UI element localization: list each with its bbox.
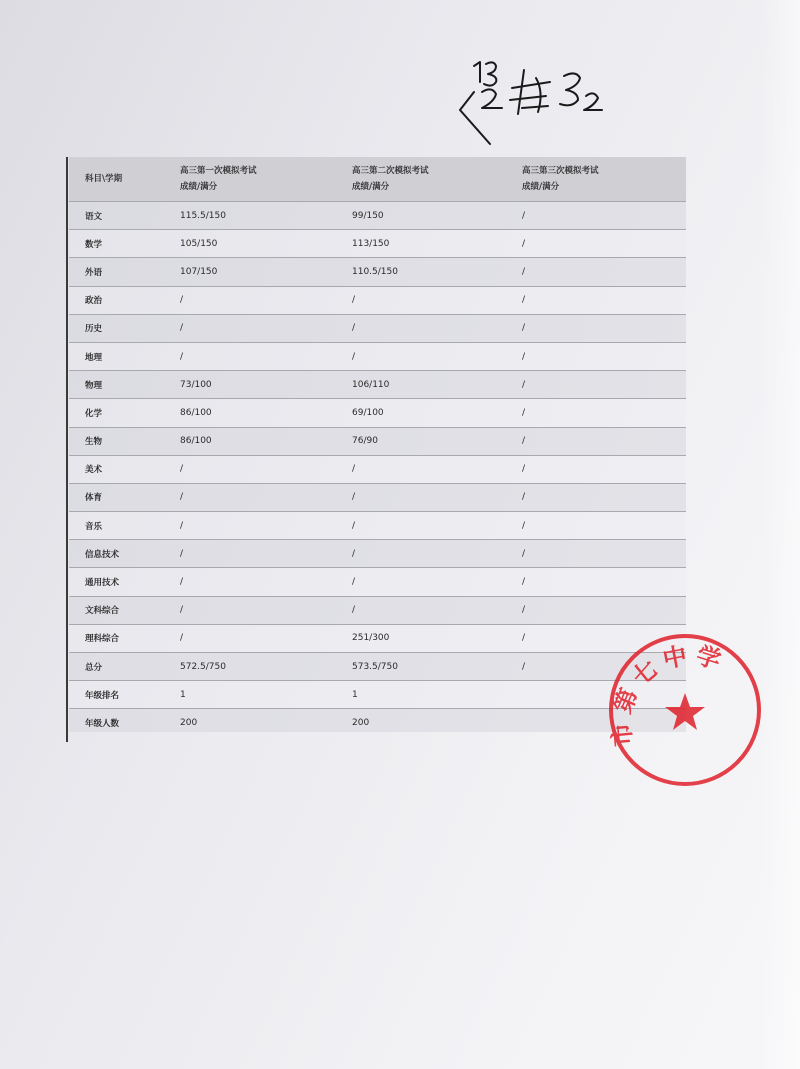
exam3-cell: / (506, 483, 686, 511)
exam2-cell: 99/150 (336, 202, 506, 230)
subject-cell: 体育 (69, 483, 164, 511)
table-row (69, 230, 686, 258)
score-table (69, 157, 686, 732)
header-exam1-title: 高三第一次模拟考试 (180, 166, 257, 176)
exam1-cell: 572.5/750 (164, 653, 336, 681)
exam1-cell: / (164, 624, 336, 652)
exam2-cell: 69/100 (336, 399, 506, 427)
exam1-cell: 73/100 (164, 371, 336, 399)
exam2-cell: 200 (336, 709, 506, 732)
exam1-cell: / (164, 286, 336, 314)
exam2-cell: / (336, 568, 506, 596)
header-exam3 (506, 157, 686, 202)
score-table-container (66, 157, 686, 732)
table-row (69, 568, 686, 596)
exam1-cell: 86/100 (164, 399, 336, 427)
subject-cell: 文科综合 (69, 596, 164, 624)
header-exam3-sub: 成绩/满分 (522, 182, 560, 192)
table-row (69, 286, 686, 314)
exam2-cell: / (336, 314, 506, 342)
subject-cell: 历史 (69, 314, 164, 342)
subject-cell: 美术 (69, 455, 164, 483)
table-row (69, 258, 686, 286)
subject-cell: 语文 (69, 202, 164, 230)
exam1-cell: 200 (164, 709, 336, 732)
subject-cell: 地理 (69, 342, 164, 370)
table-row (69, 483, 686, 511)
header-exam3-title: 高三第三次模拟考试 (522, 166, 599, 176)
table-row (69, 709, 686, 732)
subject-cell: 音乐 (69, 512, 164, 540)
exam2-cell: 573.5/750 (336, 653, 506, 681)
subject-cell: 政治 (69, 286, 164, 314)
exam3-cell: / (506, 314, 686, 342)
table-row (69, 371, 686, 399)
exam2-cell: / (336, 455, 506, 483)
exam3-cell: / (506, 342, 686, 370)
exam3-cell: / (506, 427, 686, 455)
exam2-cell: 106/110 (336, 371, 506, 399)
exam2-cell: / (336, 512, 506, 540)
exam3-cell: / (506, 568, 686, 596)
subject-cell: 外语 (69, 258, 164, 286)
subject-cell: 理科综合 (69, 624, 164, 652)
exam1-cell: / (164, 455, 336, 483)
subject-cell: 通用技术 (69, 568, 164, 596)
table-row (69, 455, 686, 483)
table-row (69, 653, 686, 681)
exam3-cell: / (506, 371, 686, 399)
header-corner: 科目\学期 (69, 157, 164, 202)
exam3-cell: / (506, 286, 686, 314)
table-row (69, 427, 686, 455)
exam1-cell: 107/150 (164, 258, 336, 286)
exam1-cell: / (164, 540, 336, 568)
subject-cell: 化学 (69, 399, 164, 427)
exam1-cell: 1 (164, 681, 336, 709)
table-row (69, 540, 686, 568)
exam1-cell: 86/100 (164, 427, 336, 455)
exam2-cell: 1 (336, 681, 506, 709)
exam3-cell: / (506, 399, 686, 427)
exam3-cell: / (506, 230, 686, 258)
exam2-cell: 251/300 (336, 624, 506, 652)
table-row (69, 314, 686, 342)
header-exam2-title: 高三第二次模拟考试 (352, 166, 429, 176)
exam3-cell: / (506, 624, 686, 652)
exam3-cell: / (506, 596, 686, 624)
subject-cell: 年级人数 (69, 709, 164, 732)
exam2-cell: / (336, 483, 506, 511)
table-row (69, 399, 686, 427)
paper-edge (760, 0, 800, 1069)
subject-cell: 物理 (69, 371, 164, 399)
header-exam1 (164, 157, 336, 202)
exam2-cell: 113/150 (336, 230, 506, 258)
header-exam2-sub: 成绩/满分 (352, 182, 390, 192)
handwritten-signature (452, 52, 632, 152)
table-row (69, 596, 686, 624)
table-header-row (69, 157, 686, 202)
exam1-cell: / (164, 568, 336, 596)
table-row (69, 624, 686, 652)
subject-cell: 年级排名 (69, 681, 164, 709)
table-row (69, 681, 686, 709)
exam1-cell: / (164, 483, 336, 511)
exam1-cell: / (164, 342, 336, 370)
exam2-cell: / (336, 342, 506, 370)
exam1-cell: / (164, 596, 336, 624)
subject-cell: 数学 (69, 230, 164, 258)
seal-text: 市第七中学 (606, 640, 730, 748)
exam2-cell: / (336, 286, 506, 314)
table-row (69, 342, 686, 370)
exam3-cell: / (506, 512, 686, 540)
header-exam2 (336, 157, 506, 202)
exam3-cell: / (506, 455, 686, 483)
exam2-cell: 110.5/150 (336, 258, 506, 286)
exam3-cell: / (506, 202, 686, 230)
exam2-cell: / (336, 540, 506, 568)
seal-star-icon (665, 693, 705, 730)
exam1-cell: / (164, 314, 336, 342)
exam2-cell: / (336, 596, 506, 624)
exam2-cell: 76/90 (336, 427, 506, 455)
exam1-cell: 115.5/150 (164, 202, 336, 230)
exam3-cell: / (506, 258, 686, 286)
header-exam1-sub: 成绩/满分 (180, 182, 218, 192)
exam1-cell: / (164, 512, 336, 540)
exam3-cell: / (506, 653, 686, 681)
exam3-cell: / (506, 540, 686, 568)
official-seal-stamp (606, 631, 764, 789)
table-row (69, 512, 686, 540)
subject-cell: 信息技术 (69, 540, 164, 568)
exam1-cell: 105/150 (164, 230, 336, 258)
subject-cell: 生物 (69, 427, 164, 455)
table-row (69, 202, 686, 230)
subject-cell: 总分 (69, 653, 164, 681)
